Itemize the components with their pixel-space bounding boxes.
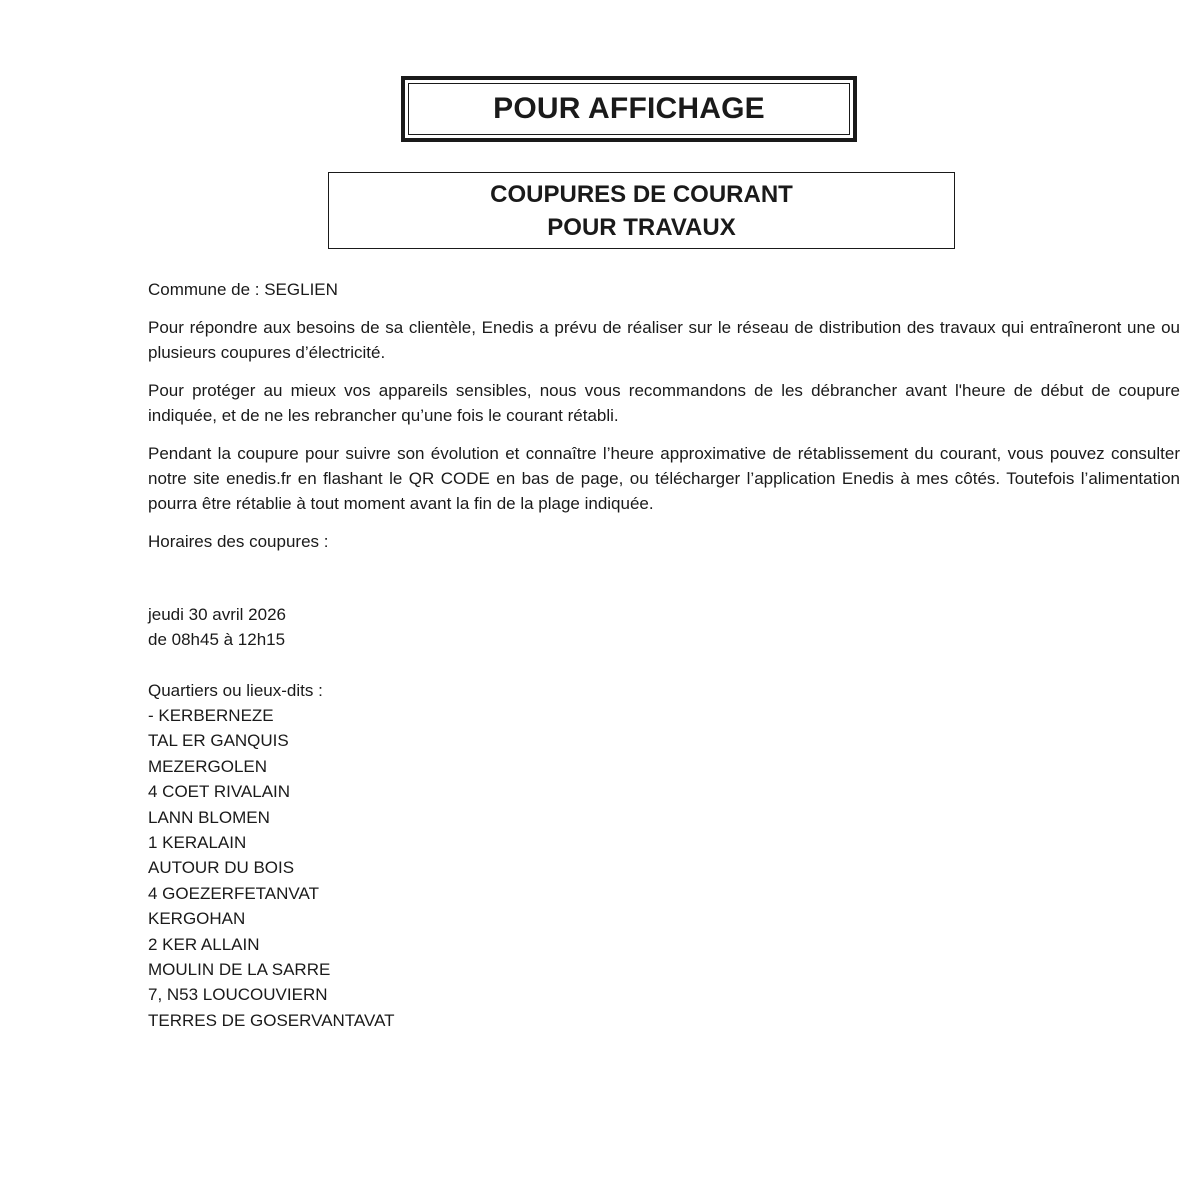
list-item: AUTOUR DU BOIS bbox=[148, 858, 295, 878]
list-item: MEZERGOLEN bbox=[148, 756, 268, 776]
list-item: LANN BLOMEN bbox=[148, 807, 270, 827]
paragraph-follow-up: Pendant la coupure pour suivre son évolution et connaître l’heure approximative de rétablissement du courant, vous pouvez consulter notre site enedis.fr en flashant le QR CODE en bas de page, ou télécharger l’application Enedis à mes côtés. Toutefois l’alimentation pourra être rétablie à tout moment avant la fin de la plage indiquée. bbox=[148, 444, 1180, 513]
list-item: KERGOHAN bbox=[148, 909, 246, 929]
commune-line: Commune de : SEGLIEN bbox=[148, 280, 338, 299]
list-item: TERRES DE GOSERVANTAVAT bbox=[148, 1010, 395, 1030]
locations-label: Quartiers ou lieux-dits : bbox=[148, 681, 323, 700]
page-title: POUR AFFICHAGE bbox=[493, 92, 765, 125]
subheader-box bbox=[328, 172, 955, 249]
list-item: MOULIN DE LA SARRE bbox=[148, 960, 331, 980]
list-item: TAL ER GANQUIS bbox=[148, 731, 289, 751]
list-item: 7, N53 LOUCOUVIERN bbox=[148, 985, 328, 1005]
subheader-line-1: COUPURES DE COURANT bbox=[490, 180, 793, 208]
notice-body bbox=[148, 277, 1180, 1033]
schedule-hours: de 08h45 à 12h15 bbox=[148, 630, 286, 649]
list-item: 4 COET RIVALAIN bbox=[148, 782, 291, 802]
header-box-inner bbox=[408, 83, 850, 135]
list-item: 2 KER ALLAIN bbox=[148, 934, 260, 954]
schedule-date: jeudi 30 avril 2026 bbox=[148, 605, 286, 624]
subheader-line-2: POUR TRAVAUX bbox=[547, 213, 736, 241]
header-box bbox=[401, 76, 857, 142]
list-item: - KERBERNEZE bbox=[148, 706, 274, 725]
list-item: 1 KERALAIN bbox=[148, 833, 247, 853]
paragraph-intro: Pour répondre aux besoins de sa clientèle, Enedis a prévu de réaliser sur le réseau de distribution des travaux qui entraîneront une ou plusieurs coupures d’électricité. bbox=[148, 318, 1180, 362]
list-item: 4 GOEZERFETANVAT bbox=[148, 883, 319, 903]
locations-list bbox=[148, 703, 1180, 1033]
schedule-label: Horaires des coupures : bbox=[148, 532, 329, 551]
paragraph-recommendation: Pour protéger au mieux vos appareils sensibles, nous vous recommandons de les débrancher avant l'heure de début de coupure indiquée, et de ne les rebrancher qu’une fois le courant rétabli. bbox=[148, 381, 1180, 425]
